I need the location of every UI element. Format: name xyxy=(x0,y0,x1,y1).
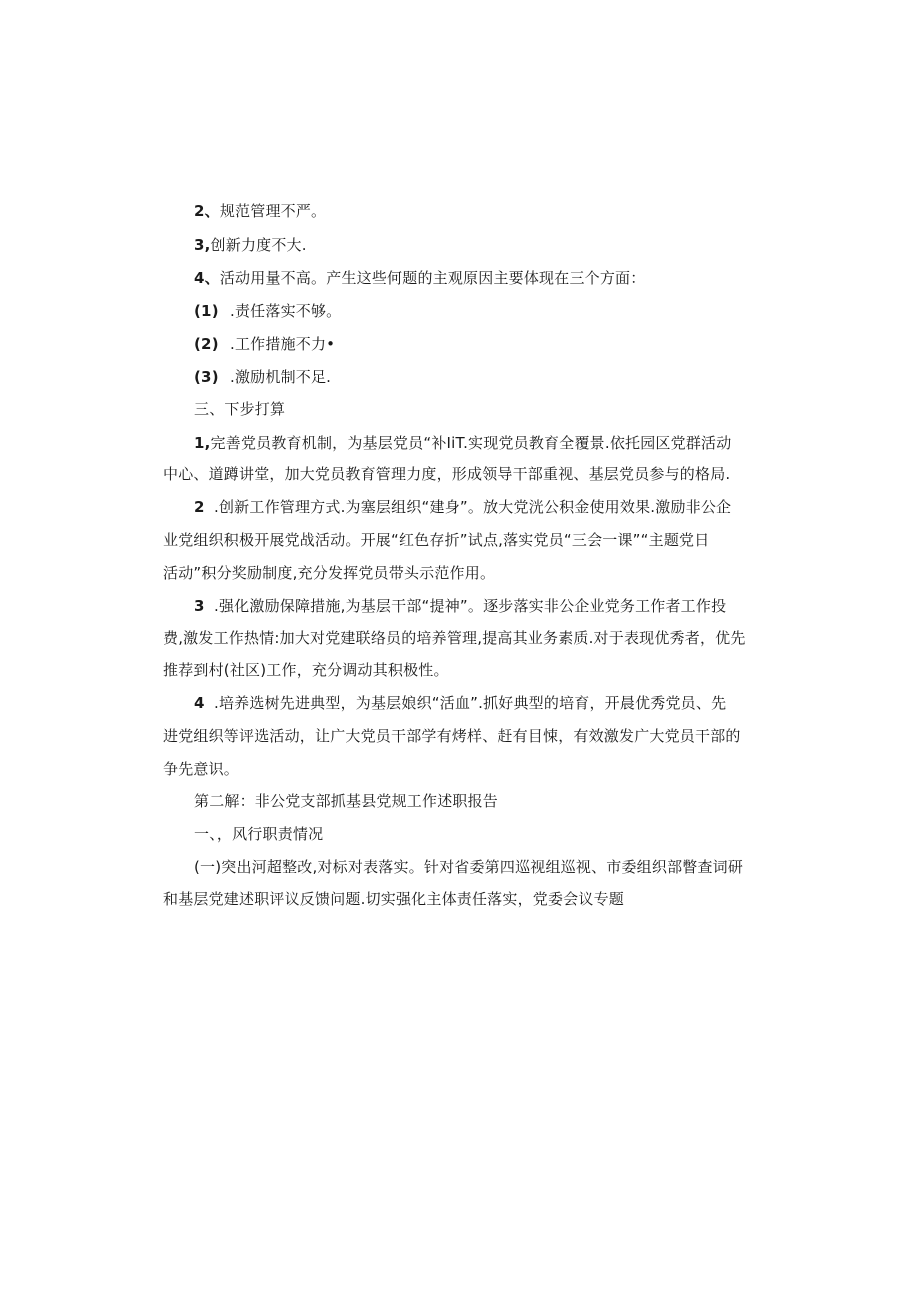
plan-1-line-1 xyxy=(194,433,731,453)
section-heading: 三、下步打算 xyxy=(194,400,286,418)
item-2 xyxy=(194,201,326,221)
item-4 xyxy=(194,268,645,288)
sub-item-1 xyxy=(194,301,341,321)
sub-item-number: (3) xyxy=(194,368,219,386)
sub-item-text: .激励机制不足. xyxy=(230,368,332,386)
sub-item-number: (1) xyxy=(194,302,219,320)
item-text: 活动用量不高。产生这些何题的主观原因主要体现在三个方面： xyxy=(219,269,646,287)
item-3 xyxy=(194,235,307,255)
plan-number: 4 xyxy=(194,694,205,712)
sub-item-number: (2) xyxy=(194,335,219,353)
plan-4-line-3: 争先意识。 xyxy=(163,760,240,778)
part-2-para-line-1: (一)突出河超整改,对标对表落实。针对省委第四巡视组巡视、市委组织部瞥查词研 xyxy=(194,858,744,876)
item-text: 创新力度不大. xyxy=(210,236,307,254)
plan-text: .创新工作管理方式.为塞层组织“建身”。放大党洸公积金使用效果.激励非公企 xyxy=(214,498,732,516)
item-number: 4、 xyxy=(194,269,220,287)
plan-2-line-3: 活动”积分奖励制度,充分发挥党员带头示范作用。 xyxy=(163,564,496,582)
plan-2-line-1 xyxy=(194,497,731,517)
plan-number: 1, xyxy=(194,434,211,452)
part-2-para-line-2: 和基层党建述职评议反馈问题.切实强化主体责任落实，党委会议专题 xyxy=(163,890,624,908)
sub-item-3 xyxy=(194,367,331,387)
plan-3-line-1 xyxy=(194,596,726,616)
sub-item-2 xyxy=(194,334,335,354)
plan-number: 2 xyxy=(194,498,205,516)
item-text: 规范管理不严。 xyxy=(219,202,327,220)
item-number: 3, xyxy=(194,236,211,254)
plan-1-line-2: 中心、道蹲讲堂，加大党员教育管理力度，形成领导干部重视、基层党员参与的格局. xyxy=(163,465,731,483)
plan-text: 完善党员教育机制，为基层党员“补IiT.实现党员教育全覆景.依托园区党群活动 xyxy=(210,434,732,452)
plan-4-line-1 xyxy=(194,693,726,713)
plan-4-line-2: 进党组织等评选活动，让广大党员干部学有烤样、赶有目悚，有效激发广大党员干部的 xyxy=(163,727,741,745)
part-2-section-heading: 一、，风行职责情况 xyxy=(194,825,324,843)
plan-number: 3 xyxy=(194,597,205,615)
sub-item-text: .工作措施不力• xyxy=(230,335,336,353)
item-number: 2、 xyxy=(194,202,220,220)
plan-2-line-2: 业党组织积极开展党战活动。开展“红色存折”试点,落实党员“三会一课”“主题党日 xyxy=(163,531,710,549)
sub-item-text: .责任落实不够。 xyxy=(230,302,342,320)
part-2-title: 第二解：非公党支部抓基县党规工作述职报告 xyxy=(194,792,499,810)
plan-text: .强化激励保障措施,为基层干部“提神”。逐步落实非公企业党务工作者工作投 xyxy=(214,597,727,615)
plan-3-line-3: 推荐到村(社区)工作，充分调动其积极性。 xyxy=(163,661,449,679)
plan-text: .培养选树先进典型，为基层娘织“活血”.抓好典型的培育，开晨优秀党员、先 xyxy=(214,694,727,712)
plan-3-line-2: 费,激发工作热情:加大对党建联络员的培养管理,提高其业务素质.对于表现优秀者，优先 xyxy=(163,629,746,647)
